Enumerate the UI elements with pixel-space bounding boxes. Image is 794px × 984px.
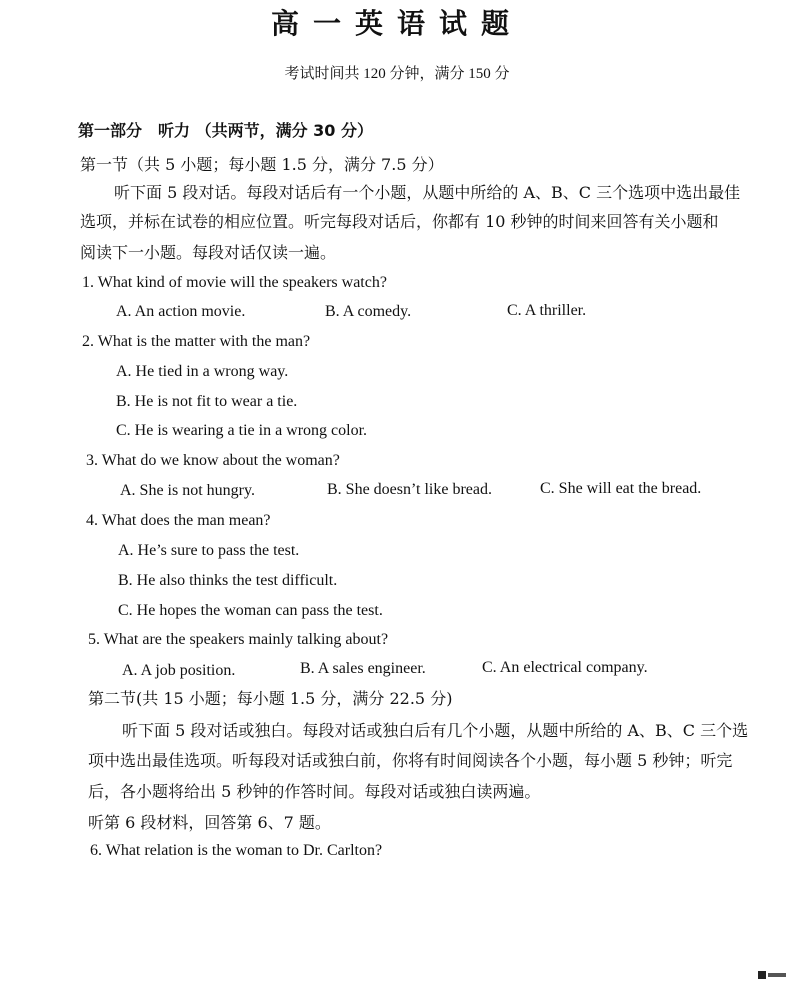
option-a: A. He’s sure to pass the test. bbox=[118, 542, 300, 559]
question-stem: 2. What is the matter with the man? bbox=[82, 333, 311, 350]
exam-info: 考试时间共 120 分钟，满分 150 分 bbox=[284, 66, 510, 82]
option-b: B. A sales engineer. bbox=[300, 660, 426, 677]
option-c: C. He is wearing a tie in a wrong color. bbox=[116, 422, 368, 439]
section-heading: 第一节（共 5 小题；每小题 1.5 分，满分 7.5 分） bbox=[80, 155, 444, 174]
instruction-line: 项中选出最佳选项。听每段对话或独白前，你将有时间阅读各个小题，每小题 5 秒钟；听完 bbox=[88, 751, 733, 770]
option-b: B. A comedy. bbox=[325, 303, 412, 320]
option-c: C. A thriller. bbox=[507, 302, 587, 319]
question-stem: 1. What kind of movie will the speakers watch? bbox=[82, 274, 387, 291]
option-c: C. He hopes the woman can pass the test. bbox=[118, 602, 383, 619]
section-heading: 第二节(共 15 小题；每小题 1.5 分，满分 22.5 分) bbox=[88, 689, 453, 708]
question-stem: 4. What does the man mean? bbox=[86, 512, 271, 529]
option-a: A. He tied in a wrong way. bbox=[116, 363, 289, 380]
instruction-line: 后，各小题将给出 5 秒钟的作答时间。每段对话或独白读两遍。 bbox=[88, 782, 541, 801]
instruction-line: 听下面 5 段对话或独白。每段对话或独白后有几个小题，从题中所给的 A、B、C 三个选 bbox=[122, 721, 749, 740]
question-stem: 3. What do we know about the woman? bbox=[86, 452, 340, 469]
material-note: 听第 6 段材料，回答第 6、7 题。 bbox=[88, 813, 331, 832]
option-b: B. She doesn’t like bread. bbox=[327, 481, 493, 498]
option-b: B. He is not fit to wear a tie. bbox=[116, 393, 298, 410]
option-c: C. An electrical company. bbox=[482, 659, 648, 676]
instruction-line: 选项，并标在试卷的相应位置。听完每段对话后，你都有 10 秒钟的时间来回答有关小题和 bbox=[80, 212, 719, 231]
option-a: A. She is not hungry. bbox=[120, 482, 255, 499]
option-a: A. A job position. bbox=[122, 662, 236, 679]
instruction-line: 阅读下一小题。每段对话仅读一遍。 bbox=[80, 243, 337, 262]
page-title: 高一英语试题 bbox=[270, 7, 523, 40]
question-stem: 6. What relation is the woman to Dr. Carlton? bbox=[90, 842, 383, 859]
question-stem: 5. What are the speakers mainly talking about? bbox=[88, 631, 389, 648]
part-heading: 第一部分 听力 （共两节，满分 30 分） bbox=[78, 121, 373, 140]
option-a: A. An action movie. bbox=[116, 303, 246, 320]
publisher-logo bbox=[758, 966, 786, 974]
instruction-line: 听下面 5 段对话。每段对话后有一个小题，从题中所给的 A、B、C 三个选项中选出最佳 bbox=[114, 183, 741, 202]
option-c: C. She will eat the bread. bbox=[540, 480, 702, 497]
option-b: B. He also thinks the test difficult. bbox=[118, 572, 338, 589]
